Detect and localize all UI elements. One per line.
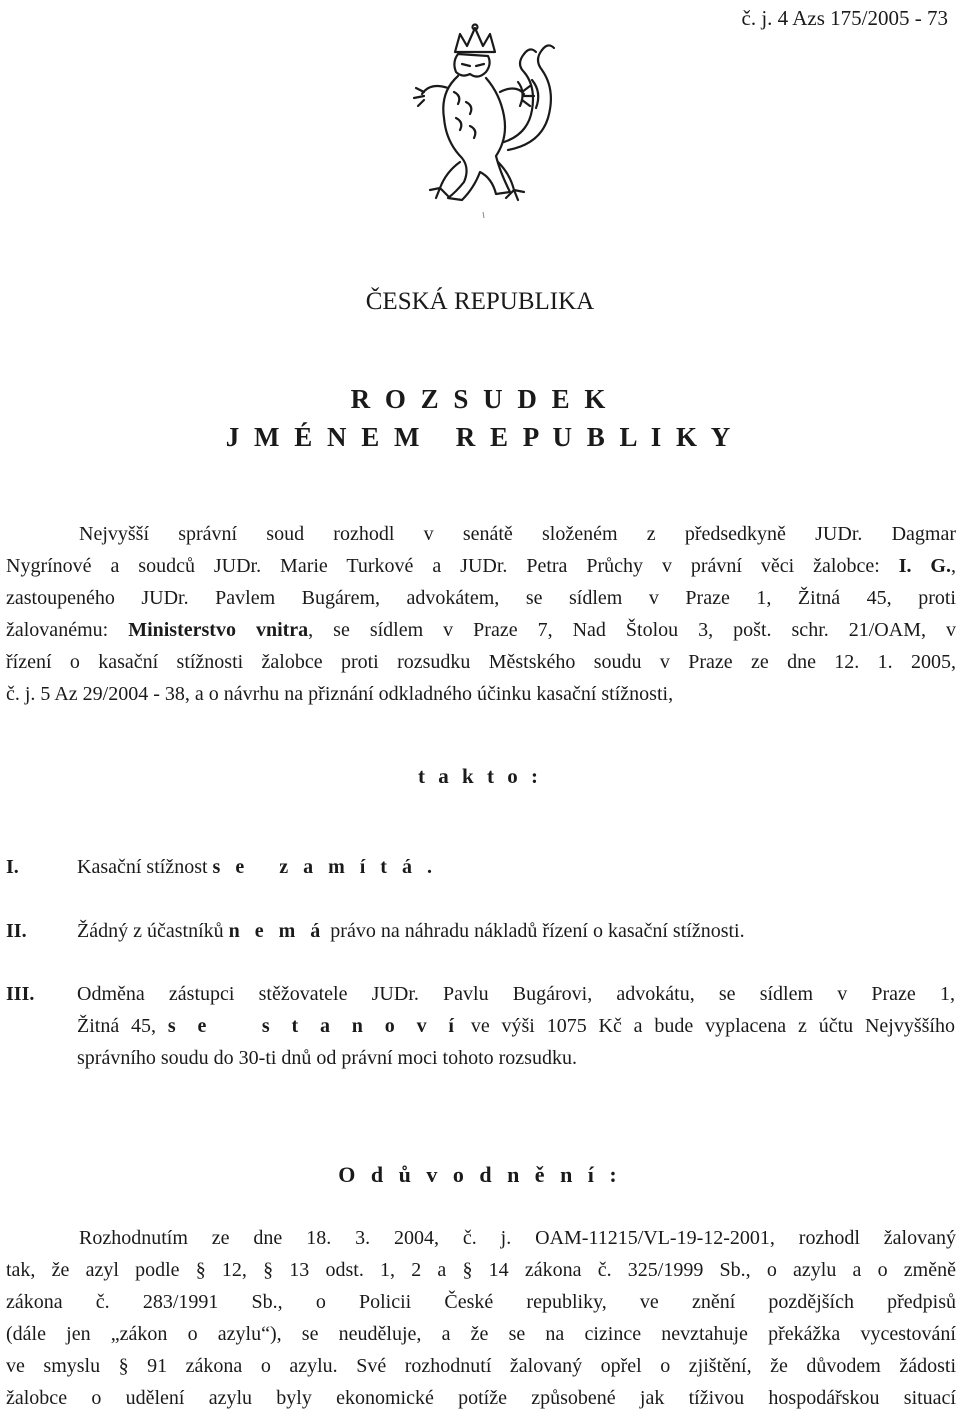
verdict-text: právo na náhradu nákladů řízení o kasační stížnosti. xyxy=(325,920,745,942)
reasoning-line: žalobce o udělení azylu byly ekonomické potíže způsobené jak tíživou hospodářskou situací xyxy=(6,1387,956,1409)
intro-text: Nygrínové a soudců JUDr. Marie Turkové a JUDr. Petra Průchy v právní věci žalobce: xyxy=(6,555,899,577)
verdict-text: Žádný z účastníků xyxy=(77,920,229,942)
intro-text: žalovanému: xyxy=(6,619,129,641)
intro-line: č. j. 5 Az 29/2004 - 38, a o návrhu na přiznání odkladného účinku kasační stížnosti, xyxy=(6,683,674,705)
intro-line xyxy=(6,550,956,582)
verdict-emphasis: n e m á xyxy=(228,920,326,942)
verdict-text: ve výši 1075 Kč a bude vyplacena z účtu Nejvyššího xyxy=(458,1015,955,1037)
verdict-number: II. xyxy=(6,920,27,942)
verdict-emphasis: s e z a m í t á . xyxy=(212,856,437,878)
intro-paragraph xyxy=(6,518,956,710)
verdict-text: Žitná 45, xyxy=(77,1015,168,1037)
reasoning-line: zákona č. 283/1991 Sb., o Policii České republiky, ve znění pozdějších předpisů xyxy=(6,1291,956,1313)
intro-line: zastoupeného JUDr. Pavlem Bugárem, advokátem, se sídlem v Praze 1, Žitná 45, proti xyxy=(6,587,956,609)
reasoning-paragraph xyxy=(6,1222,956,1414)
reasoning-heading: O d ů v o d n ě n í : xyxy=(338,1162,622,1187)
intro-line: řízení o kasační stížnosti žalobce proti rozsudku Městského soudu v Praze ze dne 12. 1. 2005, xyxy=(6,651,956,673)
reasoning-line: (dále jen „zákon o azylu“), se neuděluje, a že se na cizince nevztahuje překážka vycestování xyxy=(6,1323,956,1345)
verdict-item xyxy=(77,851,955,883)
document-subtitle: J M É N E M R E P U B L I K Y xyxy=(225,422,735,452)
country-heading: ČESKÁ REPUBLIKA xyxy=(365,288,595,315)
verdict-emphasis: s e s t a n o v í xyxy=(167,1015,459,1037)
reasoning-line: tak, že azyl podle § 12, § 13 odst. 1, 2 a § 14 zákona č. 325/1999 Sb., o azylu a o změně xyxy=(6,1259,956,1281)
coat-of-arms-lion-icon xyxy=(400,22,570,222)
verdict-item xyxy=(77,915,955,947)
verdict-number: III. xyxy=(6,983,35,1005)
defendant-name: Ministerstvo vnitra xyxy=(128,619,309,641)
reasoning-line: Rozhodnutím ze dne 18. 3. 2004, č. j. OAM-11215/VL-19-12-2001, rozhodl žalovaný xyxy=(79,1227,956,1249)
reasoning-line: ve smyslu § 91 zákona o azylu. Své rozhodnutí žalovaný opřel o zjištění, že důvodem žádosti xyxy=(6,1355,956,1377)
verdict-number: I. xyxy=(6,856,19,878)
intro-line: Nejvyšší správní soud rozhodl v senátě složeném z předsedkyně JUDr. Dagmar xyxy=(79,523,956,545)
verdict-heading: t a k t o : xyxy=(418,764,542,788)
verdict-line: správního soudu do 30-ti dnů od právní moci tohoto rozsudku. xyxy=(77,1047,577,1069)
intro-text: , se sídlem v Praze 7, Nad Štolou 3, pošt. schr. 21/OAM, v xyxy=(308,619,956,641)
verdict-line xyxy=(77,1010,955,1042)
plaintiff-name: I. G. xyxy=(898,555,951,577)
intro-line xyxy=(6,614,956,646)
verdict-line: Odměna zástupci stěžovatele JUDr. Pavlu Bugárovi, advokátu, se sídlem v Praze 1, xyxy=(77,983,955,1005)
document-title: R O Z S U D E K xyxy=(350,384,610,414)
verdict-text: Kasační stížnost xyxy=(77,856,213,878)
file-number: č. j. 4 Azs 175/2005 - 73 xyxy=(741,6,948,30)
intro-text: , xyxy=(951,555,956,577)
verdict-item xyxy=(77,978,955,1074)
